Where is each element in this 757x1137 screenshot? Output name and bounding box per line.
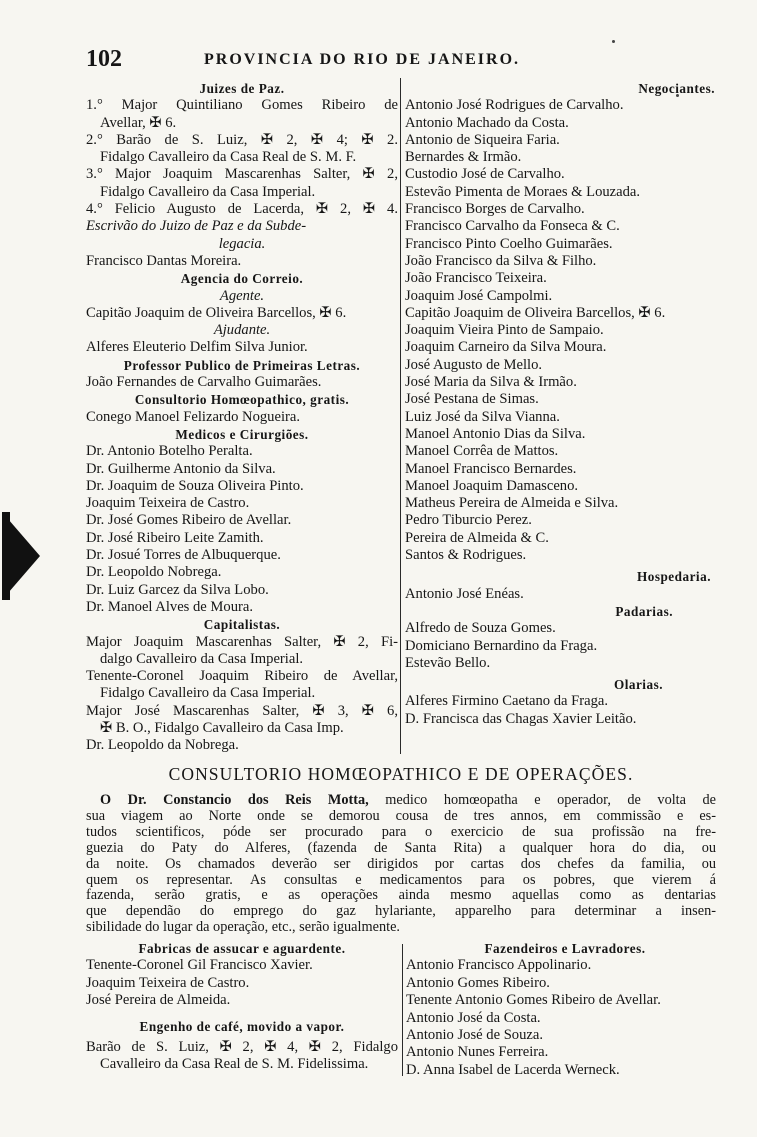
escrivao-label: Escrivão do Juizo de Paz e da Subde- — [86, 218, 307, 235]
negociantes-list — [405, 97, 723, 564]
list-item: José Maria da Silva & Irmão. — [405, 374, 577, 391]
olarias-list — [405, 693, 723, 728]
list-item: Fidalgo Cavalleiro da Casa Real de S. M. F. — [100, 149, 357, 166]
list-item: Dr. Leopoldo Nobrega. — [86, 564, 222, 581]
advert-first-line — [86, 793, 716, 809]
fabricas-list — [86, 957, 398, 1009]
list-item: sibilidade do lugar da operação, etc., serão igualmente. — [86, 920, 401, 936]
list-item: Antonio José da Costa. — [406, 1009, 541, 1026]
list-item: 1.° Major Quintiliano Gomes Ribeiro de — [86, 97, 398, 114]
list-item: Antonio José Rodrigues de Carvalho. — [405, 97, 624, 114]
list-item: Antonio Nunes Ferreira. — [406, 1044, 549, 1061]
advert-lines — [86, 809, 716, 936]
list-item: Bernardes & Irmão. — [405, 149, 522, 166]
medicos-list — [86, 443, 398, 616]
list-item: Estevão Bello. — [405, 654, 491, 671]
list-item: Dr. Josué Torres de Albuquerque. — [86, 547, 281, 564]
list-item: Tenente-Coronel Gil Francisco Xavier. — [86, 957, 313, 974]
page-number: 102 — [86, 46, 122, 72]
list-item: Manoel Francisco Bernardes. — [405, 460, 577, 477]
list-item: 2.° Barão de S. Luiz, ✠ 2, ✠ 4; ✠ 2. — [86, 131, 398, 148]
list-item: Estevão Pimenta de Moraes & Louzada. — [405, 183, 641, 200]
speck — [612, 40, 615, 43]
list-item: da noite. Os chamados deverão ser dirigidos por cartas dos chefes da familia, ou — [86, 855, 716, 872]
section-heading: Hospedaria. — [636, 569, 711, 585]
list-item: Dr. José Ribeiro Leite Zamith. — [86, 529, 264, 546]
section-heading: Capitalistas. — [203, 617, 281, 633]
list-item: fazenda, serão gratis, e as operações ainda mesmo aquellas como as dentarias — [86, 887, 716, 904]
list-item: 3.° Major Joaquim Mascarenhas Salter, ✠ 2, — [86, 166, 398, 183]
list-item: Manoel Joaquim Damasceno. — [405, 477, 579, 494]
section-heading: Olarias. — [613, 677, 663, 693]
advert-title: CONSULTORIO HOMŒOPATHICO E DE OPERAÇÕES. — [168, 764, 634, 784]
list-item: Joaquim Teixeira de Castro. — [86, 974, 250, 991]
list-item: Major Joaquim Mascarenhas Salter, ✠ 2, Fi- — [86, 633, 398, 650]
list-item: Joaquim Teixeira de Castro. — [86, 495, 250, 512]
binding-mark — [2, 512, 40, 600]
section-heading: Fazendeiros e Lavradores. — [484, 941, 646, 956]
agente-label: Agente. — [219, 287, 265, 304]
list-item: Custodio José de Carvalho. — [405, 166, 565, 183]
list-item: Fidalgo Cavalleiro da Casa Imperial. — [100, 685, 316, 702]
engenho-list — [86, 1039, 398, 1074]
advert-line: medico homœopatha e operador, de volta de — [385, 792, 717, 808]
list-item: sua viagem ao Norte onde se demorou cousa de tres annos, em commissão e es- — [86, 807, 716, 824]
bottom-left-column — [86, 940, 398, 1074]
list-item: Santos & Rodrigues. — [405, 547, 527, 564]
list-item: Dr. Manoel Alves de Moura. — [86, 598, 253, 615]
list-item: Antonio de Siqueira Faria. — [405, 131, 560, 148]
consultorio-name: Conego Manoel Felizardo Nogueira. — [86, 408, 300, 425]
list-item: Fidalgo Cavalleiro da Casa Imperial. — [100, 183, 316, 200]
list-item: Joaquim Carneiro da Silva Moura. — [405, 339, 607, 356]
list-item: Manoel Antonio Dias da Silva. — [405, 425, 586, 442]
list-item: Cavalleiro da Casa Real de S. M. Fidelissima. — [100, 1056, 369, 1073]
escrivao-label-cont: legacia. — [218, 235, 266, 252]
list-item: Manoel Corrêa de Mattos. — [405, 443, 559, 460]
bottom-right-column — [406, 940, 724, 1079]
padarias-list — [405, 620, 723, 672]
list-item: Pedro Tiburcio Perez. — [405, 512, 532, 529]
list-item: José Augusto de Mello. — [405, 356, 543, 373]
list-item: José Pereira de Almeida. — [86, 992, 231, 1009]
column-divider — [400, 78, 401, 754]
section-heading: Negociantes. — [638, 81, 715, 96]
list-item: Alfredo de Souza Gomes. — [405, 620, 556, 637]
capitalistas-list — [86, 634, 398, 755]
section-heading: Agencia do Correio. — [180, 271, 304, 287]
section-heading: Medicos e Cirurgiões. — [175, 426, 309, 442]
juizes-list — [86, 97, 398, 218]
ajudante-label: Ajudante. — [213, 322, 271, 339]
section-heading: Engenho de café, movido a vapor. — [139, 1018, 345, 1034]
professor-name: João Fernandes de Carvalho Guimarães. — [86, 374, 322, 391]
section-heading: Consultorio Homœopathico, gratis. — [134, 392, 350, 408]
list-item: José Pestana de Simas. — [405, 391, 539, 408]
list-item: Antonio José de Souza. — [406, 1027, 544, 1044]
page-header — [86, 46, 716, 76]
list-item: 4.° Felicio Augusto de Lacerda, ✠ 2, ✠ 4. — [86, 201, 398, 218]
list-item: Dr. Antonio Botelho Peralta. — [86, 443, 253, 460]
fazendeiros-list — [406, 957, 724, 1079]
advert-lead: O Dr. Constancio dos Reis Motta, — [100, 792, 369, 808]
ajudante-name: Alferes Eleuterio Delfim Silva Junior. — [86, 339, 308, 356]
section-heading: Professor Publico de Primeiras Letras. — [123, 357, 361, 373]
list-item: Dr. José Gomes Ribeiro de Avellar. — [86, 512, 292, 529]
section-heading: Juizes de Paz. — [199, 81, 285, 96]
list-item: Francisco Carvalho da Fonseca & C. — [405, 218, 620, 235]
list-item: Antonio Machado da Costa. — [405, 114, 569, 131]
list-item: Avellar, ✠ 6. — [100, 114, 177, 131]
list-item: tudos scientificos, póde ser procurado para o exercicio de sua profissão na fre- — [86, 823, 716, 840]
list-item: D. Francisca das Chagas Xavier Leitão. — [405, 710, 637, 727]
list-item: João Francisco da Silva & Filho. — [405, 252, 597, 269]
advert-body — [86, 793, 716, 936]
list-item: Joaquim Vieira Pinto de Sampaio. — [405, 322, 604, 339]
section-heading: Fabricas de assucar e aguardente. — [138, 941, 346, 956]
page-title: PROVINCIA DO RIO DE JANEIRO. — [204, 51, 521, 68]
list-item: João Francisco Teixeira. — [405, 270, 547, 287]
list-item: Joaquim José Campolmi. — [405, 287, 553, 304]
list-item: Tenente Antonio Gomes Ribeiro de Avellar. — [406, 992, 661, 1009]
list-item: Francisco Pinto Coelho Guimarães. — [405, 235, 613, 252]
list-item: Matheus Pereira de Almeida e Silva. — [405, 495, 619, 512]
list-item: Alferes Firmino Caetano da Fraga. — [405, 693, 609, 710]
list-item: Francisco Borges de Carvalho. — [405, 201, 585, 218]
list-item: ✠ B. O., Fidalgo Cavalleiro da Casa Imp. — [100, 719, 344, 736]
column-divider — [402, 944, 403, 1076]
list-item: Dr. Joaquim de Souza Oliveira Pinto. — [86, 477, 304, 494]
list-item: dalgo Cavalleiro da Casa Imperial. — [100, 650, 304, 667]
list-item: D. Anna Isabel de Lacerda Werneck. — [406, 1061, 620, 1078]
list-item: Dr. Leopoldo da Nobrega. — [86, 737, 239, 754]
list-item: Pereira de Almeida & C. — [405, 529, 549, 546]
list-item: que dependão do emprego do gaz hylariante, apparelho para determinar a insen- — [86, 903, 716, 920]
agente-name: Capitão Joaquim de Oliveira Barcellos, ✠ 6. — [86, 304, 347, 321]
list-item: Antonio Francisco Appolinario. — [406, 957, 592, 974]
list-item: Barão de S. Luiz, ✠ 2, ✠ 4, ✠ 2, Fidalgo — [86, 1039, 398, 1056]
list-item: Dr. Luiz Garcez da Silva Lobo. — [86, 581, 269, 598]
left-column — [86, 80, 398, 755]
hospedaria-list — [405, 586, 723, 603]
list-item: Dr. Guilherme Antonio da Silva. — [86, 460, 276, 477]
list-item: Antonio Gomes Ribeiro. — [406, 974, 550, 991]
list-item: Major José Mascarenhas Salter, ✠ 3, ✠ 6, — [86, 702, 398, 719]
right-column — [405, 80, 723, 728]
list-item: guezia do Paty do Alferes, (fazenda de Santa Rita) a qualquer hora do dia, ou — [86, 839, 716, 856]
list-item: Capitão Joaquim de Oliveira Barcellos, ✠ 6. — [405, 304, 666, 321]
list-item: quem os representar. As consultas e medicamentos para os pobres, que vierem á — [86, 871, 716, 888]
list-item: Domiciano Bernardino da Fraga. — [405, 637, 598, 654]
escrivao-name: Francisco Dantas Moreira. — [86, 252, 242, 269]
section-heading: Padarias. — [615, 603, 673, 619]
list-item: Antonio José Enéas. — [405, 585, 524, 602]
list-item: Luiz José da Silva Vianna. — [405, 408, 560, 425]
list-item: Tenente-Coronel Joaquim Ribeiro de Avellar, — [86, 668, 398, 685]
